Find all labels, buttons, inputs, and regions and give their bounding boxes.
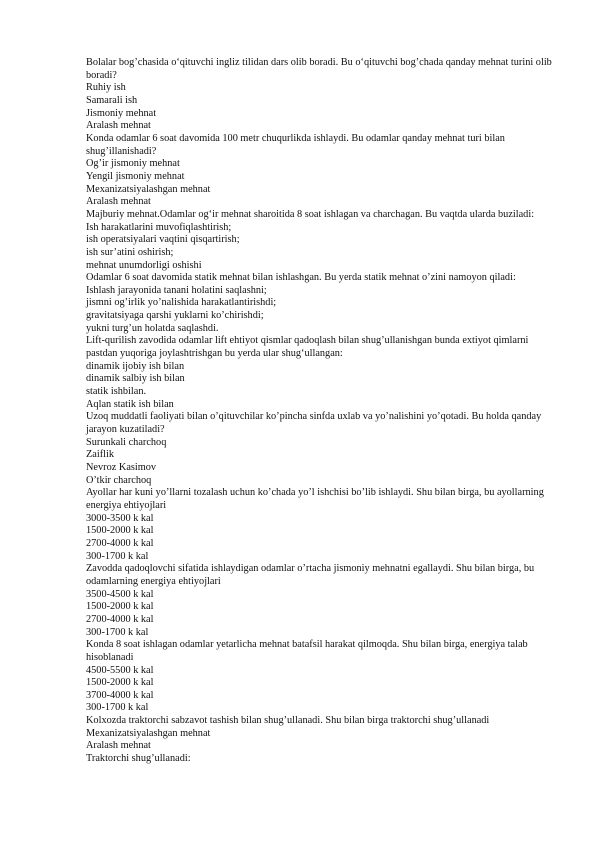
answer-option: Aralash mehnat (86, 120, 151, 132)
answer-option: Surunkali charchoq (86, 436, 167, 448)
question-text: Zavodda qadoqlovchi sifatida ishlaydigan odamlar o’rtacha jismoniy mehnatni egallaydi. Shu bilan birga, bu odamlarning energiya ehtiyojlari (86, 563, 537, 587)
answer-option: jismni og’irlik yo’nalishida harakatlantirishdi; (86, 297, 277, 309)
answer-option: 3700-4000 k kal (86, 689, 154, 701)
answer-option: Zaiflik (86, 449, 115, 461)
answer-option: Jismoniy mehnat (86, 107, 157, 119)
answer-option: Aqlan statik ish bilan (86, 398, 174, 410)
document-page (86, 57, 556, 766)
answer-option: 1500-2000 k kal (86, 525, 154, 537)
question-text: Ayollar har kuni yo’llarni tozalash uchun ko’chada yo’l ishchisi bo’lib ishlaydi. Shu bilan birga, bu ayollarning energiya ehtiyojlari (86, 487, 547, 511)
answer-option: Ish harakatlarini muvofiqlashtirish; (86, 221, 232, 233)
answer-option: Aralash mehnat (86, 740, 151, 752)
answer-option: 2700-4000 k kal (86, 613, 154, 625)
question-text: Konda 8 soat ishlagan odamlar yetarlicha mehnat batafsil harakat qilmoqda. Shu bilan birga, energiya talab hisoblanadi (86, 639, 531, 663)
answer-option: 3000-3500 k kal (86, 512, 154, 524)
question-text: Odamlar 6 soat davomida statik mehnat bilan ishlashgan. Bu yerda statik mehnat o’zini namoyon qiladi: (86, 272, 516, 284)
answer-option: Mexanizatsiyalashgan mehnat (86, 183, 211, 195)
answer-option: 3500-4500 k kal (86, 588, 154, 600)
answer-option: ish operatsiyalari vaqtini qisqartirish; (86, 234, 240, 246)
answer-option: mehnat unumdorligi oshishi (86, 259, 202, 271)
answer-option: 300-1700 k kal (86, 626, 149, 638)
answer-option: Nevroz Kasimov (86, 462, 157, 473)
answer-option: gravitatsiyaga qarshi yuklarni ko’chirishdi; (86, 310, 264, 322)
answer-option: Traktorchi shug’ullanadi: (86, 753, 191, 765)
answer-option: 2700-4000 k kal (86, 537, 154, 549)
question-text: Majburiy mehnat.Odamlar og‘ir mehnat sharoitida 8 soat ishlagan va charchagan. Bu vaqtda ularda buziladi: (86, 208, 535, 220)
answer-option: 1500-2000 k kal (86, 677, 154, 689)
answer-option: dinamik ijobiy ish bilan (86, 360, 185, 372)
question-text: Bolalar bog’chasida o‘qituvchi ingliz tilidan dars olib boradi. Bu o‘qituvchi bog’chada qanday mehnat turini olib boradi? (86, 57, 555, 81)
question-text: Lift-qurilish zavodida odamlar lift ehtiyot qismlar qadoqlash bilan shug’ullanishgan bunda extiyot qimlarni pastdan yuqoriga joylashtrishgan bu yerda ular shug‘ullangan: (86, 335, 531, 360)
answer-option: statik ishbilan. (86, 386, 147, 398)
answer-option: 300-1700 k kal (86, 702, 149, 714)
answer-option: Yengil jismoniy mehnat (86, 170, 185, 182)
answer-option: Ishlash jarayonida tanani holatini saqlashni; (86, 284, 267, 296)
answer-option: yukni turg’un holatda saqlashdi. (86, 322, 219, 334)
answer-option: 300-1700 k kal (86, 550, 149, 562)
answer-option: dinamik salbiy ish bilan (86, 373, 185, 385)
answer-option: ish sur’atini oshirish; (86, 246, 174, 258)
answer-option: Aralash mehnat (86, 196, 151, 208)
answer-option: Samarali ish (86, 94, 138, 106)
answer-option: Ruhiy ish (86, 82, 126, 94)
answer-option: 1500-2000 k kal (86, 601, 154, 613)
answer-option: 4500-5500 k kal (86, 664, 154, 676)
answer-option: Mexanizatsiyalashgan mehnat (86, 727, 211, 739)
question-text: Kolxozda traktorchi sabzavot tashish bilan shug’ullanadi. Shu bilan birga traktorchi shug’ullanadi (86, 715, 490, 727)
question-text: Konda odamlar 6 soat davomida 100 metr chuqurlikda ishlaydi. Bu odamlar qanday mehnat turi bilan shug’illanishadi? (86, 132, 508, 157)
answer-option: O’tkir charchoq (86, 474, 152, 486)
answer-option: Og’ir jismoniy mehnat (86, 158, 180, 170)
question-text: Uzoq muddatli faoliyati bilan o’qituvchilar ko’pincha sinfda uxlab va yo’nalishini yo’qotadi. Bu holda qanday jarayon kuzatiladi? (86, 411, 544, 436)
